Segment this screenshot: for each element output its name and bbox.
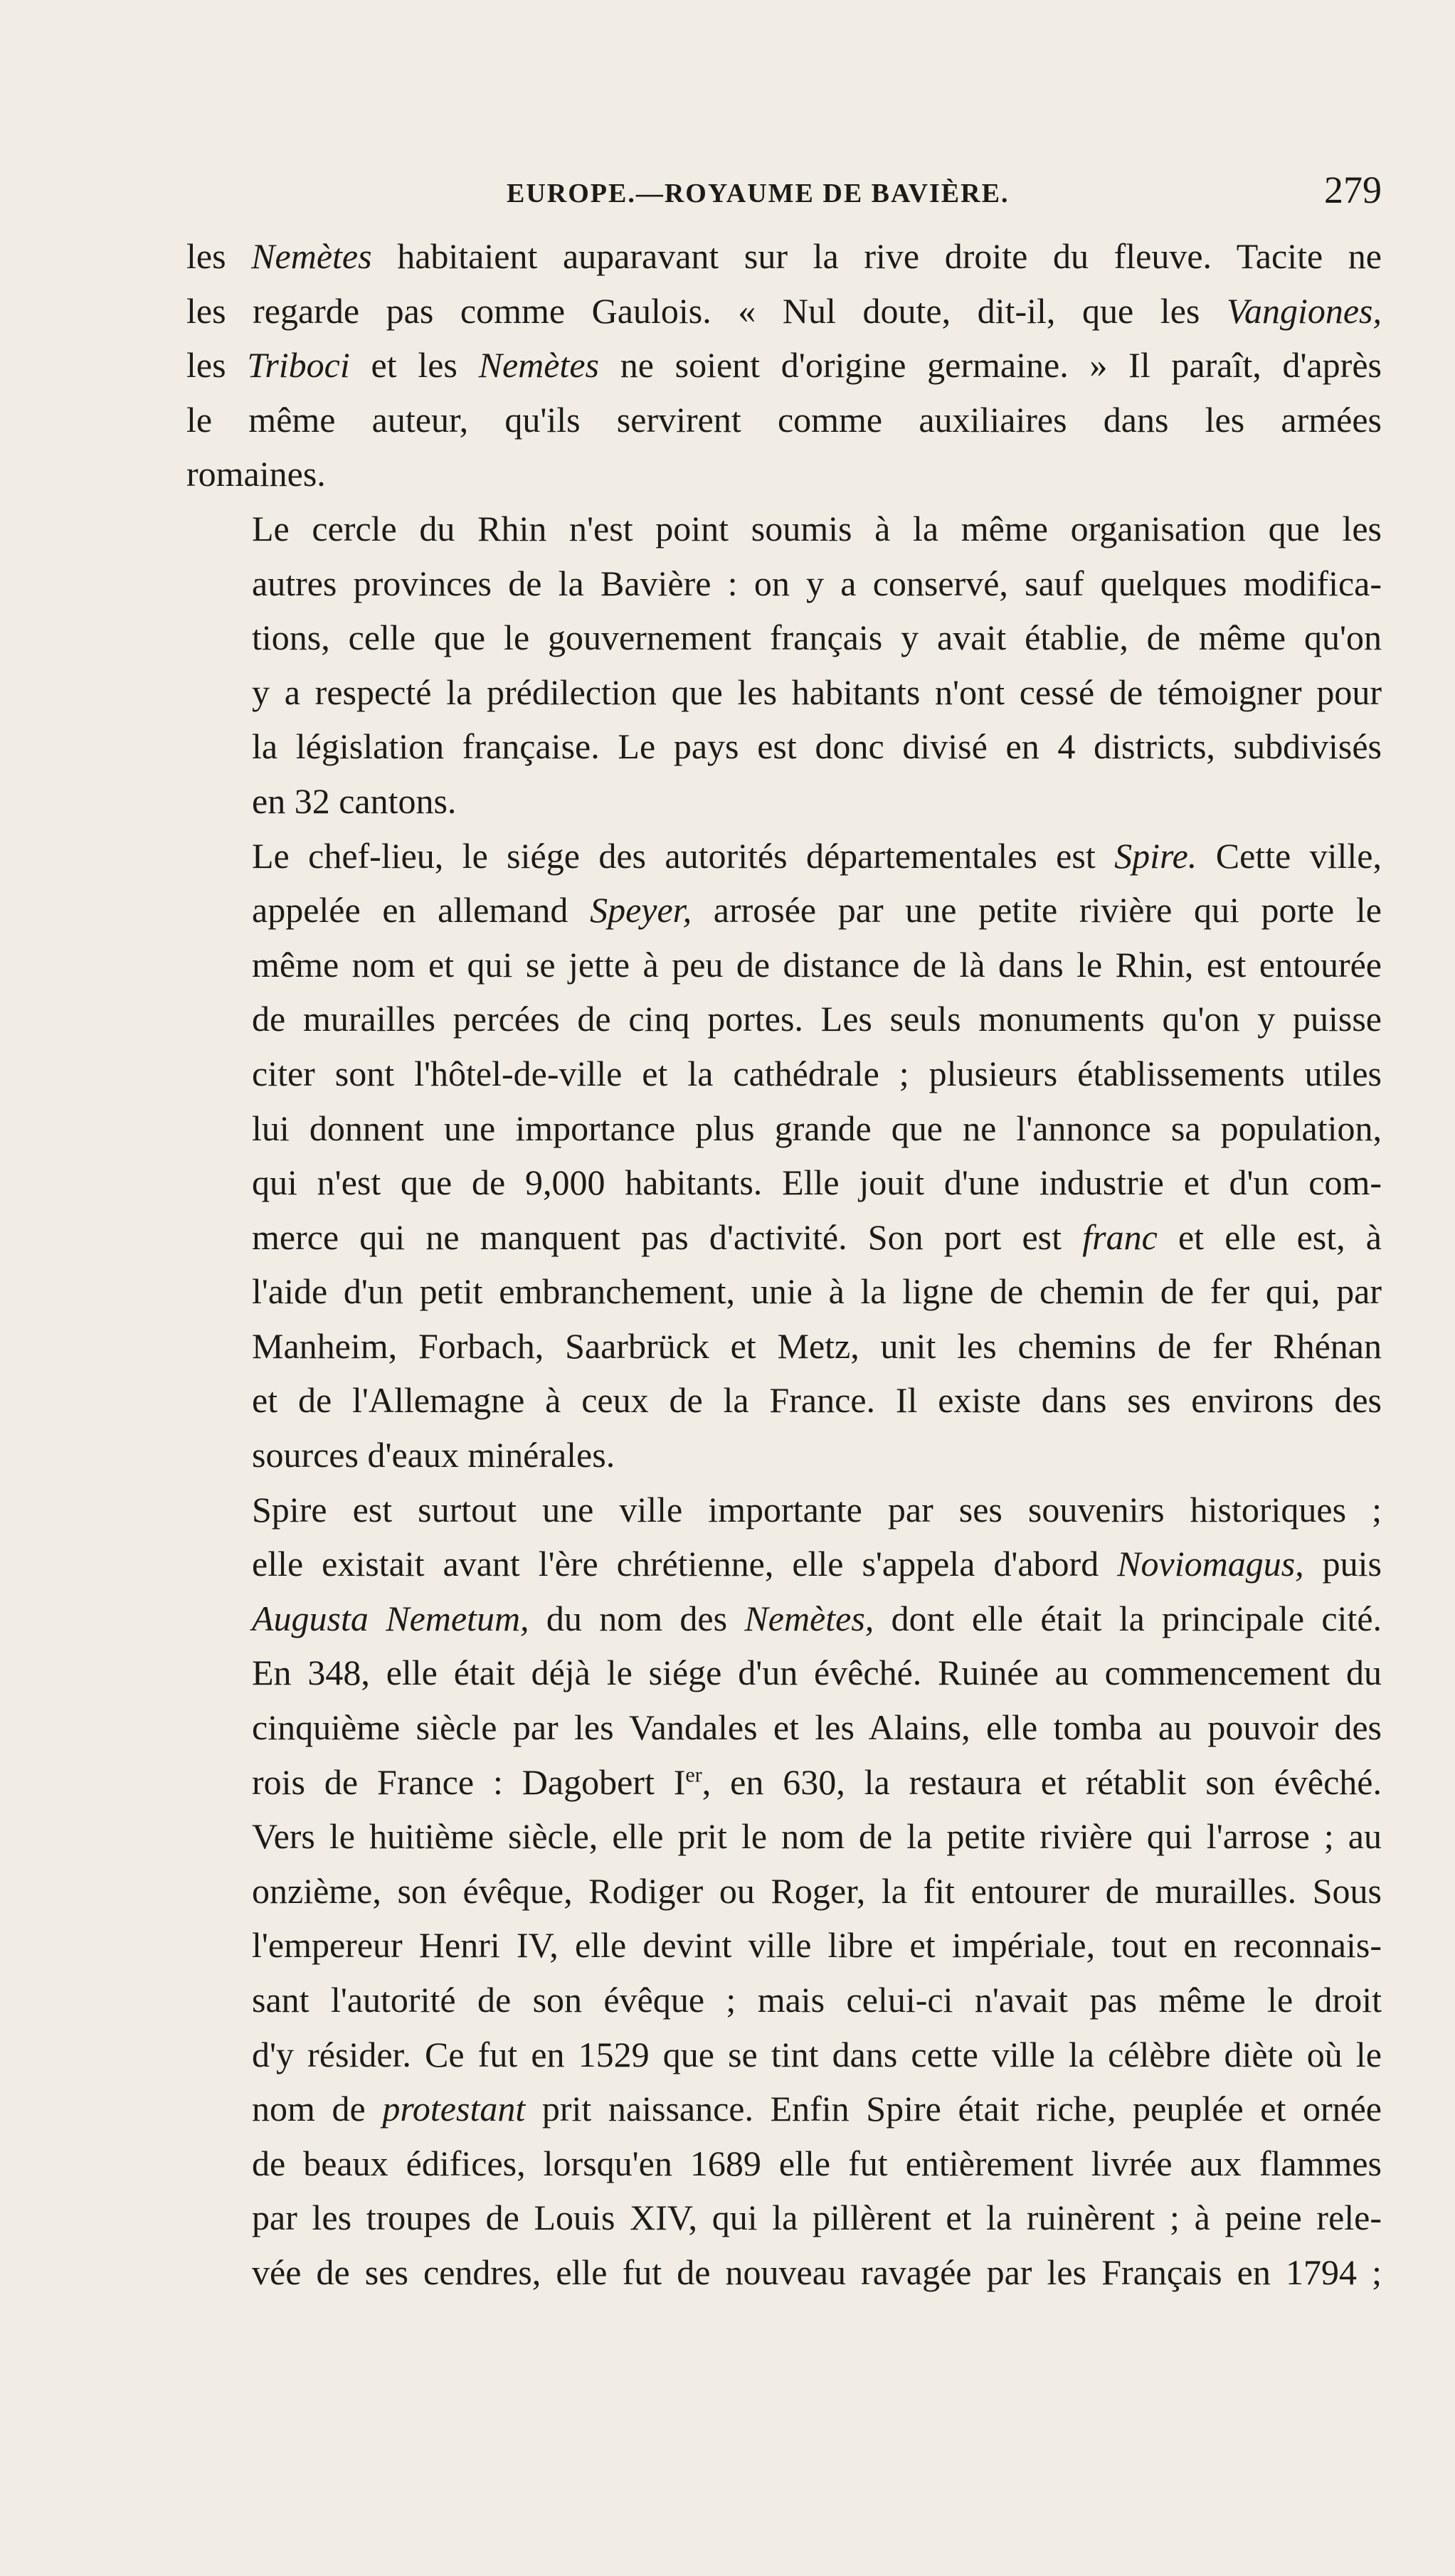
text-line: les Nemètes habitaient auparavant sur la rive droite du fleuve. Tacite ne [186,236,1382,276]
text-line: tions, celle que le gouvernement français y avait établie, de même qu'on [252,618,1382,658]
text-line: vée de ses cendres, elle fut de nouveau ravagée par les Français en 1794 ; [252,2252,1382,2292]
italic-text: Noviomagus, [1117,1544,1304,1584]
superscript: er [685,1762,702,1786]
italic-text: Nemètes [478,345,599,386]
text-line: d'y résider. Ce fut en 1529 que se tint dans cette ville la célèbre diète où le [252,2034,1382,2074]
body-text [186,229,1382,2300]
text-line: lui donnent une importance plus grande que ne l'annonce sa population, [252,1108,1382,1148]
italic-text: Speyer, [590,890,692,931]
italic-text: Nemètes [251,236,372,276]
text-line: onzième, son évêque, Rodiger ou Roger, la fit entourer de murailles. Sous [252,1870,1382,1911]
italic-text: Spire. [1114,835,1197,876]
italic-text: Augusta Nemetum, [252,1598,529,1638]
text-line: elle existait avant l'ère chrétienne, elle s'appela d'abord Noviomagus, puis [252,1544,1382,1584]
text-line: le même auteur, qu'ils servirent comme auxiliaires dans les armées [186,399,1382,440]
text-line: sant l'autorité de son évêque ; mais celui-ci n'avait pas même le droit [252,1980,1382,2020]
text-line: cinquième siècle par les Vandales et les Alains, elle tomba au pouvoir des [252,1707,1382,1748]
page-header [186,165,1382,215]
text-line: autres provinces de la Bavière : on y a conservé, sauf quelques modifica- [252,563,1382,603]
text-line: Spire est surtout une ville importante par ses souvenirs historiques ; [252,1489,1382,1530]
text-line: Le chef-lieu, le siége des autorités départementales est Spire. Cette ville, [252,835,1382,876]
text-line: de murailles percées de cinq portes. Les seuls monuments qu'on y puisse [252,999,1382,1039]
text-line: appelée en allemand Speyer, arrosée par une petite rivière qui porte le [252,890,1382,931]
text-line: et de l'Allemagne à ceux de la France. Il existe dans ses environs des [252,1380,1382,1421]
running-title: EUROPE.—ROYAUME DE BAVIÈRE. [507,179,1010,208]
italic-text: Nemètes, [744,1598,874,1638]
text-line: sources d'eaux minérales. [252,1435,615,1475]
text-line: par les troupes de Louis XIV, qui la pillèrent et la ruinèrent ; à peine rele- [252,2198,1382,2238]
text-line: rois de France : Dagobert Ier, en 630, la restaura et rétablit son évêché. [252,1761,1382,1802]
italic-text: protestant [382,2089,526,2129]
text-line: En 348, elle était déjà le siége d'un évêché. Ruinée au commencement du [252,1653,1382,1693]
text-line: citer sont l'hôtel-de-ville et la cathédrale ; plusieurs établissements utiles [252,1053,1382,1093]
text-line: l'empereur Henri IV, elle devint ville libre et impériale, tout en reconnais- [252,1925,1382,1966]
text-line: y a respecté la prédilection que les habitants n'ont cessé de témoigner pour [252,672,1382,712]
paragraph [186,229,1382,502]
text-line: l'aide d'un petit embranchement, unie à la ligne de chemin de fer qui, par [252,1271,1382,1312]
paragraph [186,502,1382,829]
text-line: nom de protestant prit naissance. Enfin Spire était riche, peuplée et ornée [252,2089,1382,2129]
text-line: Augusta Nemetum, du nom des Nemètes, dont elle était la principale cité. [252,1598,1382,1638]
italic-text: Triboci [247,345,350,386]
text-line: les Triboci et les Nemètes ne soient d'origine germaine. » Il paraît, d'après [186,345,1382,386]
text-line: romaines. [186,454,326,494]
text-line: les regarde pas comme Gaulois. « Nul doute, dit-il, que les Vangiones, [186,290,1382,331]
text-line: même nom et qui se jette à peu de distance de là dans le Rhin, est entourée [252,944,1382,985]
paragraph [186,1483,1382,2300]
paragraph [186,829,1382,1483]
text-line: Manheim, Forbach, Saarbrück et Metz, unit les chemins de fer Rhénan [252,1325,1382,1366]
text-line: qui n'est que de 9,000 habitants. Elle jouit d'une industrie et d'un com- [252,1162,1382,1203]
text-line: Vers le huitième siècle, elle prit le nom de la petite rivière qui l'arrose ; au [252,1816,1382,1857]
text-line: Le cercle du Rhin n'est point soumis à la même organisation que les [252,508,1382,548]
text-line: la législation française. Le pays est donc divisé en 4 districts, subdivisés [252,726,1382,767]
italic-text: franc [1082,1217,1158,1257]
page-number: 279 [1324,169,1382,211]
text-line: de beaux édifices, lorsqu'en 1689 elle fut entièrement livrée aux flammes [252,2143,1382,2183]
text-line: merce qui ne manquent pas d'activité. Son port est franc et elle est, à [252,1217,1382,1257]
italic-text: Vangiones, [1226,290,1382,331]
text-line: en 32 cantons. [252,780,457,821]
